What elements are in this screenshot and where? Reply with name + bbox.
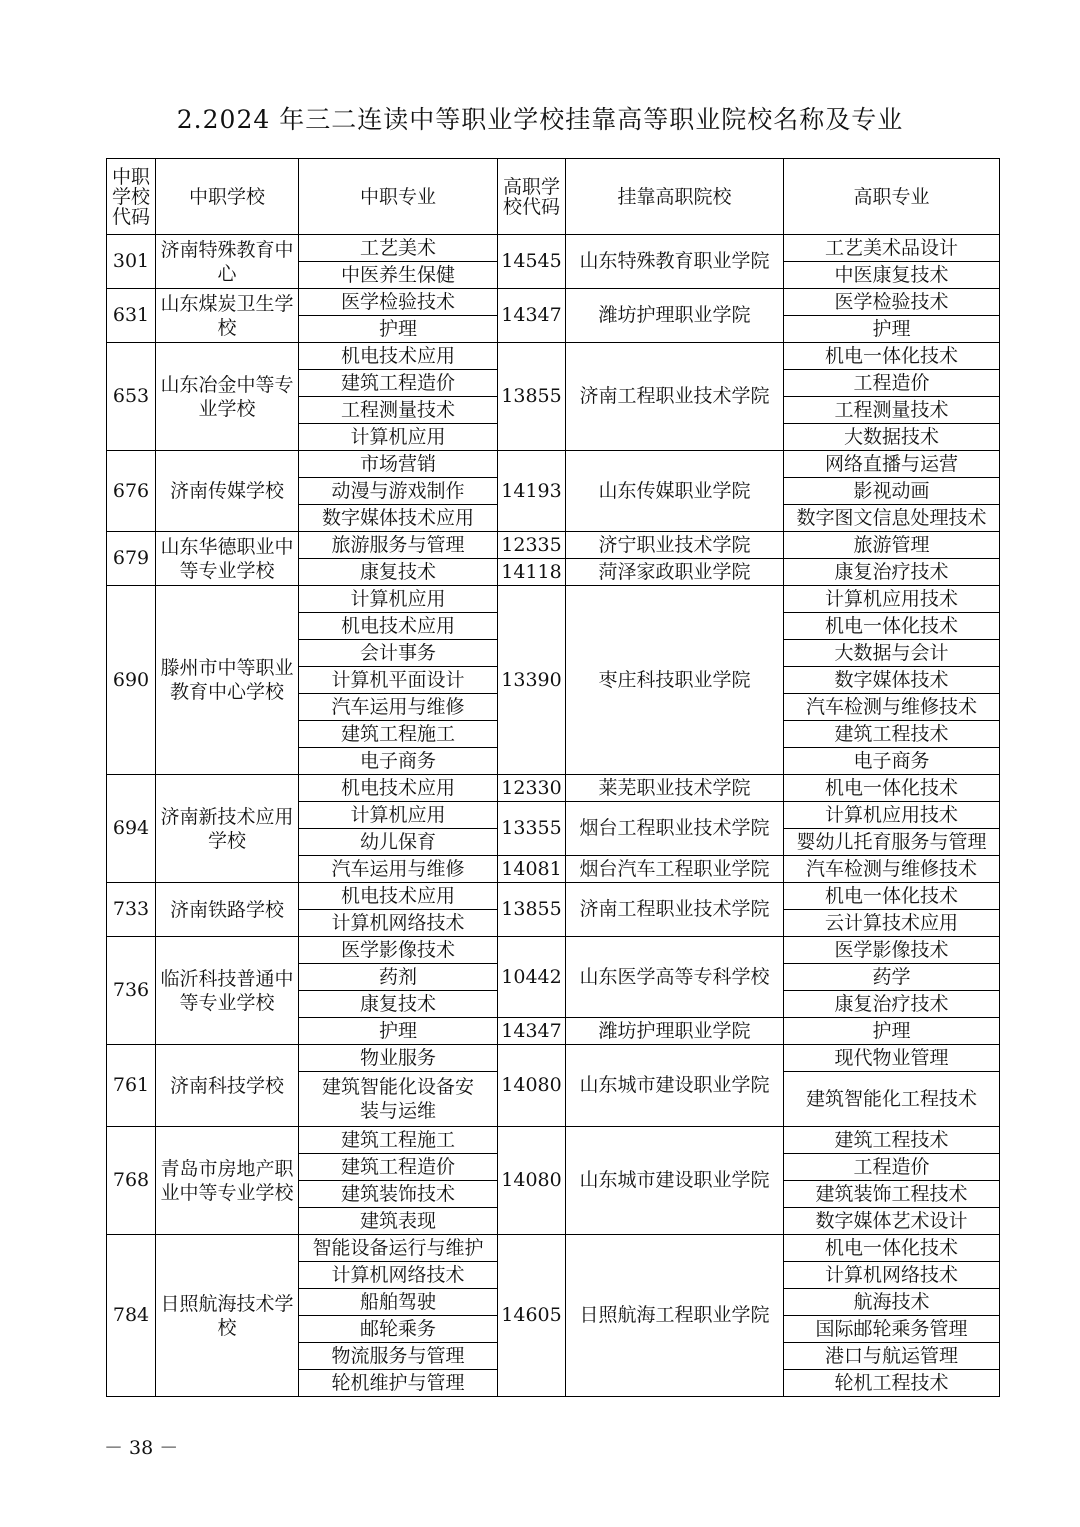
major: 轮机维护与管理 — [299, 1370, 498, 1397]
school-name: 青岛市房地产职业中等专业学校 — [156, 1127, 299, 1235]
major: 中医养生保健 — [299, 262, 498, 289]
table-row — [107, 937, 1000, 964]
table-row — [107, 289, 1000, 316]
major: 建筑装饰技术 — [299, 1181, 498, 1208]
college-code: 14347 — [498, 1018, 566, 1045]
major: 机电技术应用 — [299, 883, 498, 910]
college-major: 药学 — [784, 964, 1000, 991]
major: 建筑工程造价 — [299, 370, 498, 397]
major: 会计事务 — [299, 640, 498, 667]
major: 物业服务 — [299, 1045, 498, 1072]
college-name: 潍坊护理职业学院 — [566, 1018, 784, 1045]
college-major: 康复治疗技术 — [784, 991, 1000, 1018]
college-major: 工艺美术品设计 — [784, 235, 1000, 262]
college-major: 机电一体化技术 — [784, 883, 1000, 910]
table-row — [107, 451, 1000, 478]
header-school: 中职学校 — [156, 159, 299, 235]
college-code: 14118 — [498, 559, 566, 586]
college-major: 计算机网络技术 — [784, 1262, 1000, 1289]
major: 旅游服务与管理 — [299, 532, 498, 559]
college-major: 云计算技术应用 — [784, 910, 1000, 937]
college-major: 中医康复技术 — [784, 262, 1000, 289]
major: 计算机应用 — [299, 424, 498, 451]
college-code: 14081 — [498, 856, 566, 883]
college-code: 13855 — [498, 343, 566, 451]
college-name: 济南工程职业技术学院 — [566, 883, 784, 937]
college-major: 工程造价 — [784, 1154, 1000, 1181]
table-row — [107, 1127, 1000, 1154]
college-code: 14605 — [498, 1235, 566, 1397]
major: 电子商务 — [299, 748, 498, 775]
college-code: 13855 — [498, 883, 566, 937]
school-name: 山东冶金中等专业学校 — [156, 343, 299, 451]
table-row — [107, 883, 1000, 910]
major: 计算机平面设计 — [299, 667, 498, 694]
major: 动漫与游戏制作 — [299, 478, 498, 505]
college-major: 旅游管理 — [784, 532, 1000, 559]
major: 幼儿保育 — [299, 829, 498, 856]
college-major: 大数据与会计 — [784, 640, 1000, 667]
college-name: 山东特殊教育职业学院 — [566, 235, 784, 289]
major: 计算机应用 — [299, 586, 498, 613]
school-name: 日照航海技术学校 — [156, 1235, 299, 1397]
college-major: 汽车检测与维修技术 — [784, 856, 1000, 883]
header-major: 中职专业 — [299, 159, 498, 235]
college-name: 济宁职业技术学院 — [566, 532, 784, 559]
school-name: 济南新技术应用学校 — [156, 775, 299, 883]
college-major: 计算机应用技术 — [784, 586, 1000, 613]
school-name: 山东华德职业中等专业学校 — [156, 532, 299, 586]
college-major: 数字媒体艺术设计 — [784, 1208, 1000, 1235]
major: 计算机应用 — [299, 802, 498, 829]
college-name: 山东传媒职业学院 — [566, 451, 784, 532]
header-college: 挂靠高职院校 — [566, 159, 784, 235]
page-title: 2.2024 年三二连读中等职业学校挂靠高等职业院校名称及专业 — [176, 105, 904, 134]
school-code: 761 — [107, 1045, 156, 1127]
college-major: 机电一体化技术 — [784, 1235, 1000, 1262]
college-code: 10442 — [498, 937, 566, 1018]
school-code: 653 — [107, 343, 156, 451]
major: 机电技术应用 — [299, 613, 498, 640]
college-major: 建筑智能化工程技术 — [784, 1072, 1000, 1127]
college-major: 工程造价 — [784, 370, 1000, 397]
college-major: 护理 — [784, 1018, 1000, 1045]
college-major: 护理 — [784, 316, 1000, 343]
college-code: 12335 — [498, 532, 566, 559]
major: 药剂 — [299, 964, 498, 991]
major: 护理 — [299, 1018, 498, 1045]
major: 汽车运用与维修 — [299, 694, 498, 721]
college-name: 山东医学高等专科学校 — [566, 937, 784, 1018]
school-name: 临沂科技普通中等专业学校 — [156, 937, 299, 1045]
major: 工艺美术 — [299, 235, 498, 262]
header-hmajor: 高职专业 — [784, 159, 1000, 235]
college-major: 机电一体化技术 — [784, 775, 1000, 802]
college-major: 医学影像技术 — [784, 937, 1000, 964]
college-name: 潍坊护理职业学院 — [566, 289, 784, 343]
college-name: 山东城市建设职业学院 — [566, 1127, 784, 1235]
college-name: 枣庄科技职业学院 — [566, 586, 784, 775]
college-major: 网络直播与运营 — [784, 451, 1000, 478]
school-name: 济南铁路学校 — [156, 883, 299, 937]
major: 医学影像技术 — [299, 937, 498, 964]
school-code: 768 — [107, 1127, 156, 1235]
college-major: 计算机应用技术 — [784, 802, 1000, 829]
school-code: 733 — [107, 883, 156, 937]
college-major: 港口与航运管理 — [784, 1343, 1000, 1370]
college-major: 康复治疗技术 — [784, 559, 1000, 586]
college-name: 菏泽家政职业学院 — [566, 559, 784, 586]
school-name: 济南特殊教育中心 — [156, 235, 299, 289]
table-row — [107, 235, 1000, 262]
major: 工程测量技术 — [299, 397, 498, 424]
college-name: 济南工程职业技术学院 — [566, 343, 784, 451]
college-name: 日照航海工程职业学院 — [566, 1235, 784, 1397]
major: 计算机网络技术 — [299, 1262, 498, 1289]
table-row — [107, 343, 1000, 370]
college-name: 山东城市建设职业学院 — [566, 1045, 784, 1127]
college-name: 烟台工程职业技术学院 — [566, 802, 784, 856]
major: 康复技术 — [299, 991, 498, 1018]
college-major: 建筑工程技术 — [784, 1127, 1000, 1154]
header-hcode: 高职学校代码 — [498, 159, 566, 235]
college-major: 轮机工程技术 — [784, 1370, 1000, 1397]
major: 机电技术应用 — [299, 775, 498, 802]
college-major: 建筑工程技术 — [784, 721, 1000, 748]
college-name: 烟台汽车工程职业学院 — [566, 856, 784, 883]
college-code: 14347 — [498, 289, 566, 343]
college-major: 国际邮轮乘务管理 — [784, 1316, 1000, 1343]
school-code: 736 — [107, 937, 156, 1045]
majors-table — [106, 158, 1000, 1397]
college-code: 12330 — [498, 775, 566, 802]
school-code: 676 — [107, 451, 156, 532]
school-name: 济南科技学校 — [156, 1045, 299, 1127]
major: 建筑智能化设备安装与运维 — [299, 1072, 498, 1127]
table-row — [107, 532, 1000, 559]
college-major: 数字图文信息处理技术 — [784, 505, 1000, 532]
school-code: 679 — [107, 532, 156, 586]
college-major: 大数据技术 — [784, 424, 1000, 451]
school-name: 济南传媒学校 — [156, 451, 299, 532]
college-major: 影视动画 — [784, 478, 1000, 505]
school-code: 690 — [107, 586, 156, 775]
major: 船舶驾驶 — [299, 1289, 498, 1316]
school-name: 山东煤炭卫生学校 — [156, 289, 299, 343]
college-code: 14080 — [498, 1045, 566, 1127]
table-row — [107, 775, 1000, 802]
major: 建筑工程造价 — [299, 1154, 498, 1181]
school-code: 784 — [107, 1235, 156, 1397]
college-major: 工程测量技术 — [784, 397, 1000, 424]
college-major: 现代物业管理 — [784, 1045, 1000, 1072]
major: 机电技术应用 — [299, 343, 498, 370]
table-row — [107, 1235, 1000, 1262]
table-row — [107, 586, 1000, 613]
college-code: 14545 — [498, 235, 566, 289]
major: 建筑工程施工 — [299, 721, 498, 748]
college-code: 13390 — [498, 586, 566, 775]
school-name: 滕州市中等职业教育中心学校 — [156, 586, 299, 775]
major: 物流服务与管理 — [299, 1343, 498, 1370]
college-major: 婴幼儿托育服务与管理 — [784, 829, 1000, 856]
major: 建筑表现 — [299, 1208, 498, 1235]
major: 汽车运用与维修 — [299, 856, 498, 883]
header-code: 中职学校代码 — [107, 159, 156, 235]
college-major: 数字媒体技术 — [784, 667, 1000, 694]
school-code: 631 — [107, 289, 156, 343]
college-major: 医学检验技术 — [784, 289, 1000, 316]
major: 邮轮乘务 — [299, 1316, 498, 1343]
college-major: 电子商务 — [784, 748, 1000, 775]
major: 建筑工程施工 — [299, 1127, 498, 1154]
page-number: － 38 － — [104, 1437, 179, 1459]
college-major: 机电一体化技术 — [784, 613, 1000, 640]
college-major: 机电一体化技术 — [784, 343, 1000, 370]
major: 数字媒体技术应用 — [299, 505, 498, 532]
college-major: 汽车检测与维修技术 — [784, 694, 1000, 721]
major: 计算机网络技术 — [299, 910, 498, 937]
school-code: 301 — [107, 235, 156, 289]
major: 医学检验技术 — [299, 289, 498, 316]
college-code: 13355 — [498, 802, 566, 856]
college-name: 莱芜职业技术学院 — [566, 775, 784, 802]
major: 智能设备运行与维护 — [299, 1235, 498, 1262]
major: 康复技术 — [299, 559, 498, 586]
college-code: 14193 — [498, 451, 566, 532]
college-code: 14080 — [498, 1127, 566, 1235]
school-code: 694 — [107, 775, 156, 883]
major: 护理 — [299, 316, 498, 343]
header-row — [107, 159, 1000, 235]
table-row — [107, 1045, 1000, 1072]
college-major: 航海技术 — [784, 1289, 1000, 1316]
major: 市场营销 — [299, 451, 498, 478]
college-major: 建筑装饰工程技术 — [784, 1181, 1000, 1208]
